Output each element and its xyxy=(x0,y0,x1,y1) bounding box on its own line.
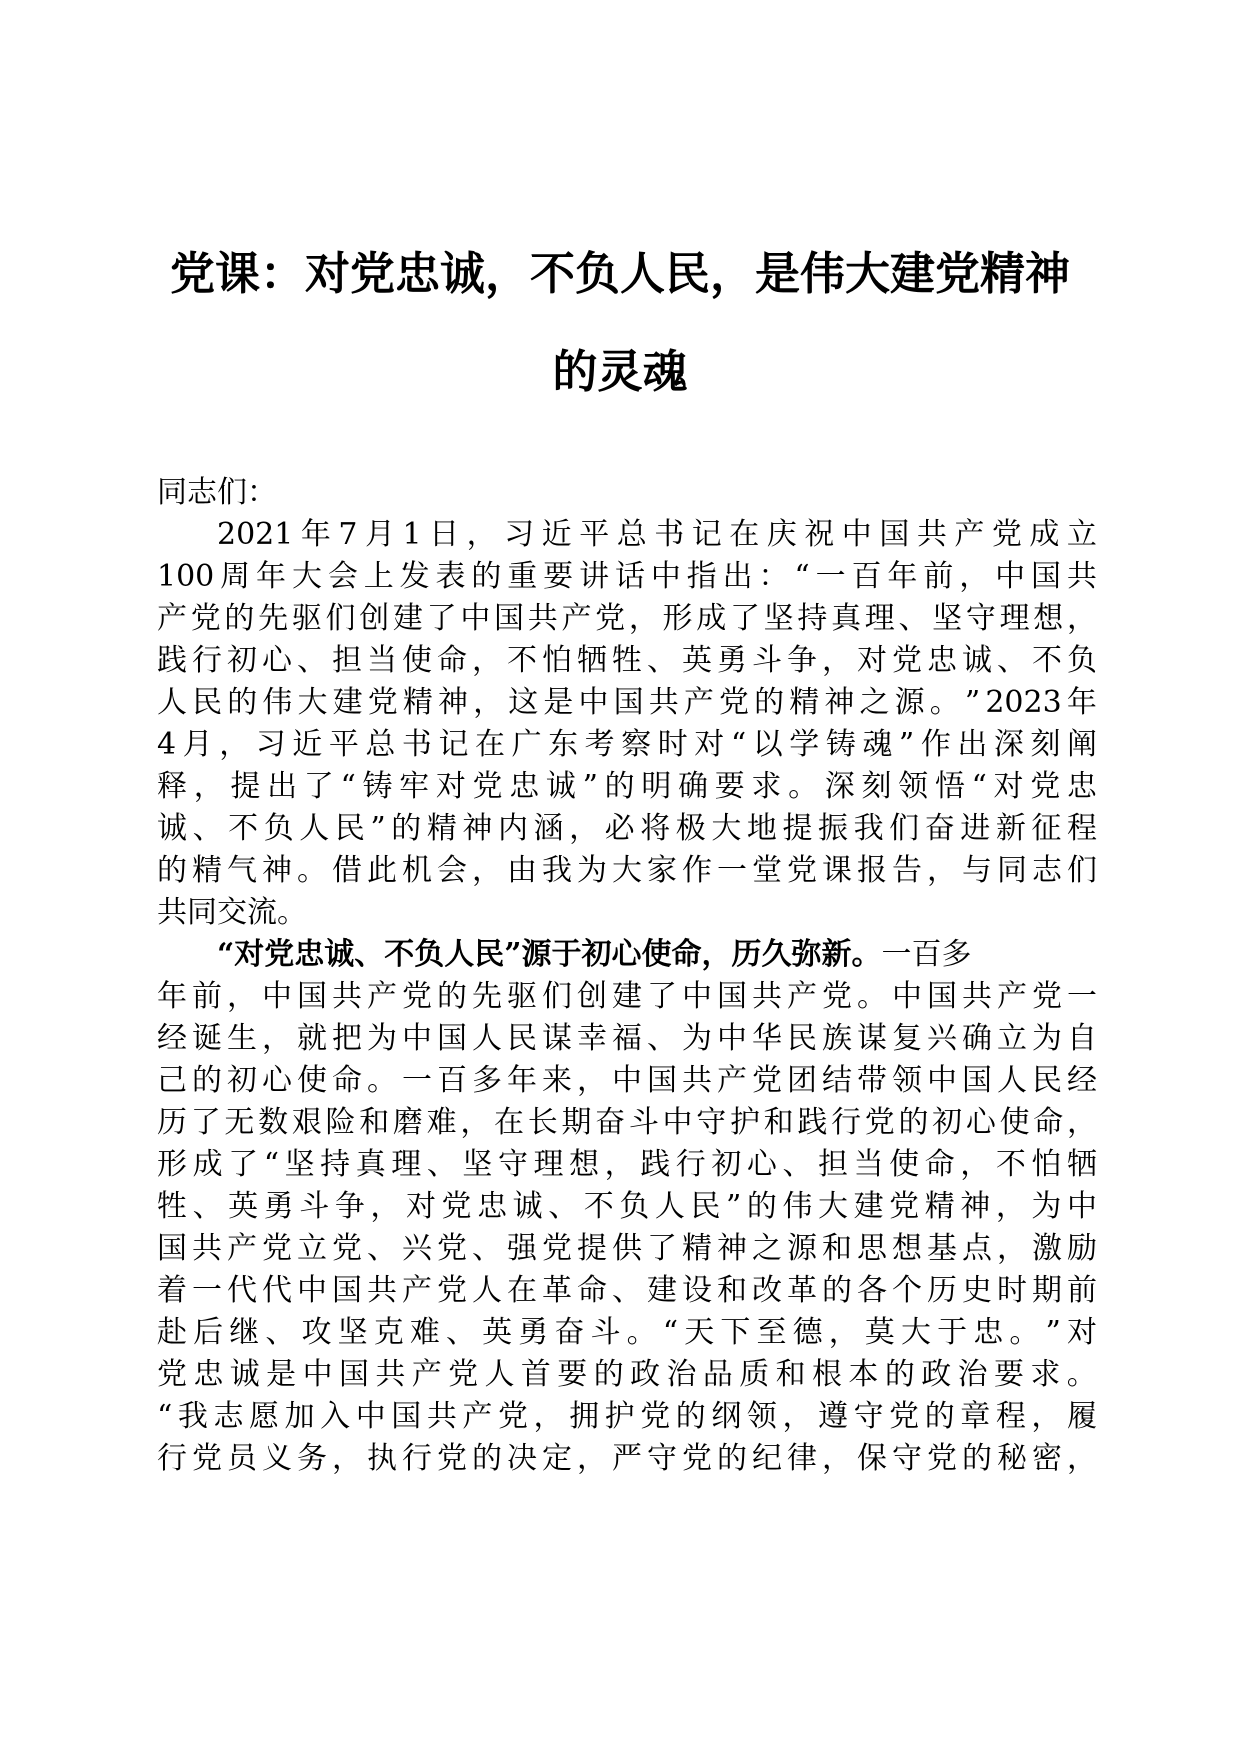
paragraph-1-line: 共同交流。 xyxy=(157,895,307,930)
paragraph-1-line: 践 行 初 心 、 担 当 使 命 ， 不 怕 牺 牲 、 英 勇 斗 争 ， 对 党 忠 诚 、 不 负 xyxy=(157,643,1097,678)
paragraph-1-line: 2021 年 7 月 1 日 ， 习 近 平 总 书 记 在 庆 祝 中 国 共 产 党 成 立 xyxy=(217,517,1097,552)
salutation: 同志们： xyxy=(157,475,277,510)
paragraph-2-line: 牲 、 英 勇 斗 争 ， 对 党 忠 诚 、 不 负 人 民 ” 的 伟 大 建 党 精 神 ， 为 中 xyxy=(157,1189,1097,1224)
paragraph-2-first-line xyxy=(157,934,1097,976)
paragraph-1-line: 人 民 的 伟 大 建 党 精 神 ， 这 是 中 国 共 产 党 的 精 神 之 源 。 ” 2023 年 xyxy=(157,685,1097,720)
paragraph-1-line: 诚 、 不 负 人 民 ” 的 精 神 内 涵 ， 必 将 极 大 地 提 振 我 们 奋 进 新 征 程 xyxy=(157,811,1097,846)
paragraph-2-line: 历 了 无 数 艰 险 和 磨 难 ， 在 长 期 奋 斗 中 守 护 和 践 行 党 的 初 心 使 命 ， xyxy=(157,1105,1097,1140)
paragraph-2-line: 经 诞 生 ， 就 把 为 中 国 人 民 谋 幸 福 、 为 中 华 民 族 谋 复 兴 确 立 为 自 xyxy=(157,1021,1097,1056)
paragraph-1-line: 4 月 ， 习 近 平 总 书 记 在 广 东 考 察 时 对 “ 以 学 铸 魂 ” 作 出 深 刻 阐 xyxy=(157,727,1097,762)
document-title-line-2: 的灵魂 xyxy=(552,345,688,398)
paragraph-1-line: 100 周 年 大 会 上 发 表 的 重 要 讲 话 中 指 出 ： “ 一 百 年 前 ， 中 国 共 xyxy=(157,559,1097,594)
paragraph-2-bold-lead: “对党忠诚、不负人民”源于初心使命，历久弥新。 xyxy=(217,937,882,972)
paragraph-1-line: 释 ， 提 出 了 “ 铸 牢 对 党 忠 诚 ” 的 明 确 要 求 。 深 刻 领 悟 “ 对 党 忠 xyxy=(157,769,1097,804)
paragraph-2-line: 年 前 ， 中 国 共 产 党 的 先 驱 们 创 建 了 中 国 共 产 党 。 中 国 共 产 党 一 xyxy=(157,979,1097,1014)
paragraph-2-line: 着 一 代 代 中 国 共 产 党 人 在 革 命 、 建 设 和 改 革 的 各 个 历 史 时 期 前 xyxy=(157,1273,1097,1308)
paragraph-2-line: 行 党 员 义 务 ， 执 行 党 的 决 定 ， 严 守 党 的 纪 律 ， 保 守 党 的 秘 密 ， xyxy=(157,1441,1097,1476)
paragraph-2-line: 形 成 了 “ 坚 持 真 理 、 坚 守 理 想 ， 践 行 初 心 、 担 当 使 命 ， 不 怕 牺 xyxy=(157,1147,1097,1182)
paragraph-2-line: “ 我 志 愿 加 入 中 国 共 产 党 ， 拥 护 党 的 纲 领 ， 遵 守 党 的 章 程 ， 履 xyxy=(157,1399,1097,1434)
paragraph-1-line: 的 精 气 神 。 借 此 机 会 ， 由 我 为 大 家 作 一 堂 党 课 报 告 ， 与 同 志 们 xyxy=(157,853,1097,888)
paragraph-2-line: 己 的 初 心 使 命 。 一 百 多 年 来 ， 中 国 共 产 党 团 结 带 领 中 国 人 民 经 xyxy=(157,1063,1097,1098)
paragraph-2-first-tail: 一百多 xyxy=(881,937,972,972)
paragraph-2-line: 国 共 产 党 立 党 、 兴 党 、 强 党 提 供 了 精 神 之 源 和 思 想 基 点 ， 激 励 xyxy=(157,1231,1097,1266)
document-title-line-1: 党课：对党忠诚，不负人民，是伟大建党精神 xyxy=(169,247,1070,300)
paragraph-2-line: 党 忠 诚 是 中 国 共 产 党 人 首 要 的 政 治 品 质 和 根 本 的 政 治 要 求 。 xyxy=(157,1357,1097,1392)
paragraph-2-line: 赴 后 继 、 攻 坚 克 难 、 英 勇 奋 斗 。 “ 天 下 至 德 ， 莫 大 于 忠 。 ” 对 xyxy=(157,1315,1097,1350)
document-body xyxy=(157,472,1097,1480)
paragraph-1-line: 产 党 的 先 驱 们 创 建 了 中 国 共 产 党 ， 形 成 了 坚 持 真 理 、 坚 守 理 想 ， xyxy=(157,601,1097,636)
